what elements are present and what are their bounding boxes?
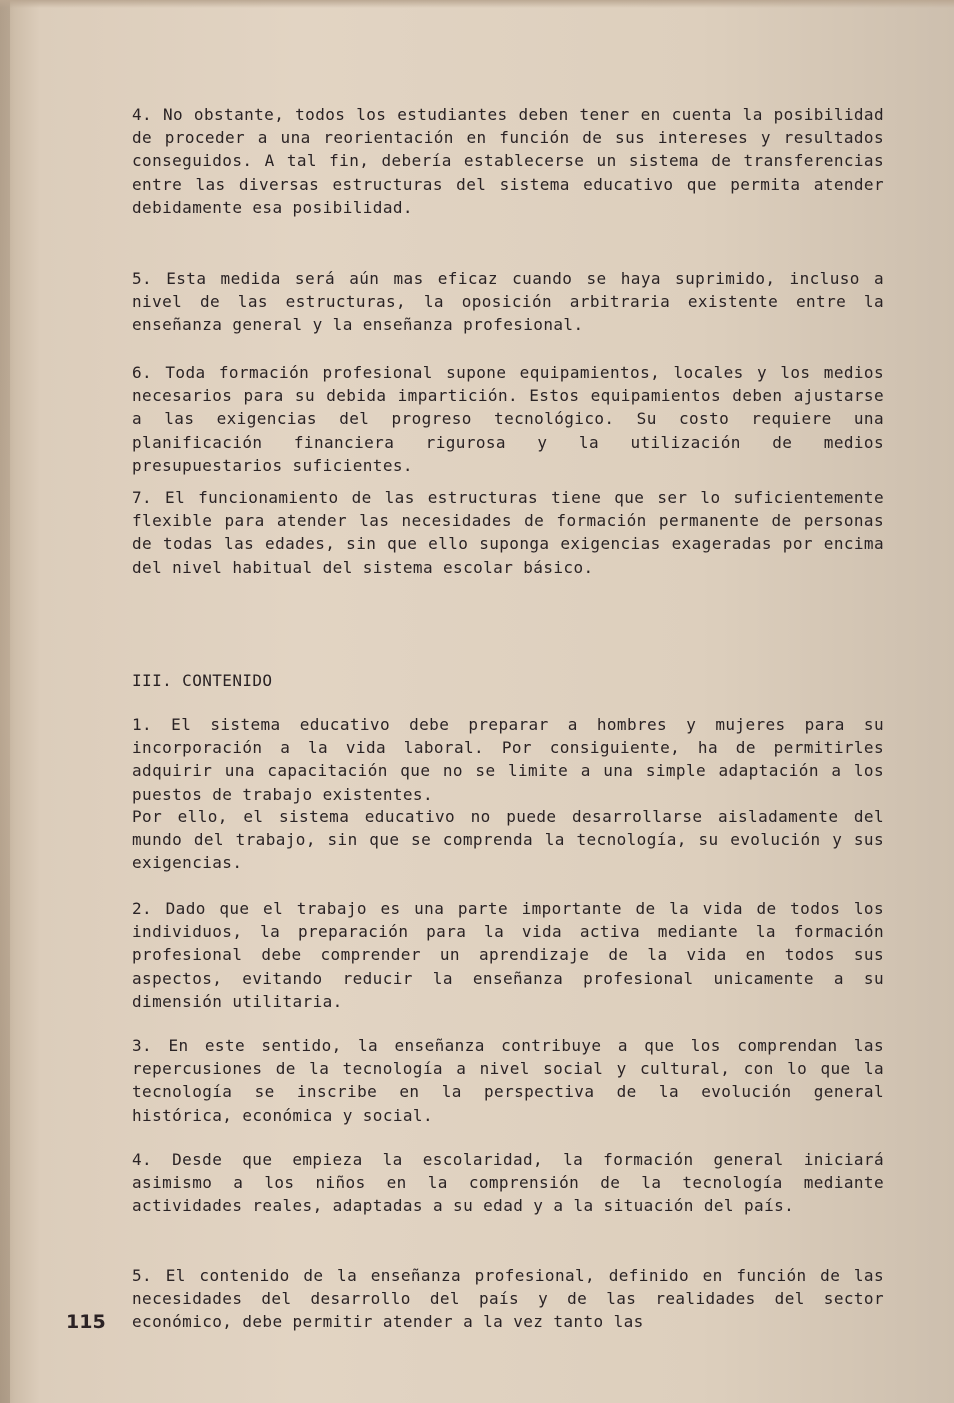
paragraph-4-reorientation: 4. No obstante, todos los estudiantes deben tener en cuenta la posibilidad de proceder a una reorientación en función de sus intereses y resultados conseguidos. A tal fin, debería establecerse un sistema de transferencias entre las diversas estructuras del sistema educativo que permita atender debidamente esa posibilidad. — [132, 105, 884, 217]
section-paragraph-5: 5. El contenido de la enseñanza profesional, definido en función de las necesidades del desarrollo del país y de las realidades del sector económico, debe permitir atender a la vez tanto las — [132, 1266, 884, 1332]
page-number: 115 — [66, 1311, 106, 1333]
section-paragraph-4: 4. Desde que empieza la escolaridad, la formación general iniciará asimismo a los niños en la comprensión de la tecnología mediante actividades reales, adaptadas a su edad y a la situación del país. — [132, 1150, 884, 1216]
paragraph-7-flexibility: 7. El funcionamiento de las estructuras tiene que ser lo suficientemente flexible para atender las necesidades de formación permanente de personas de todas las edades, sin que ello suponga exigencias exageradas por encima del nivel habitual del sistema escolar básico. — [132, 488, 884, 577]
section-paragraph-2: 2. Dado que el trabajo es una parte importante de la vida de todos los individuos, la preparación para la vida activa mediante la formación profesional debe comprender un aprendizaje de la vida en todos sus aspectos, evitando reducir la enseñanza profesional unicamente a su dimensión utilitaria. — [132, 899, 884, 1011]
section-paragraph-3: 3. En este sentido, la enseñanza contribuye a que los comprendan las repercusiones de la tecnología a nivel social y cultural, con lo que la tecnología se inscribe en la perspectiva de la evolución general histórica, económica y social. — [132, 1036, 884, 1125]
paragraph-6-equipment: 6. Toda formación profesional supone equipamientos, locales y los medios necesarios para su debida impartición. Estos equipamientos deben ajustarse a las exigencias del progreso tecnológico. Su costo requiere una planificación financiera rigurosa y la utilización de medios presupuestarios suficientes. — [132, 363, 884, 475]
section-paragraph-1-continued: Por ello, el sistema educativo no puede desarrollarse aisladamente del mundo del trabajo, sin que se comprenda la tecnología, su evolución y sus exigencias. — [132, 807, 884, 873]
paragraph-5-measure: 5. Esta medida será aún mas eficaz cuando se haya suprimido, incluso a nivel de las estructuras, la oposición arbitraria existente entre la enseñanza general y la enseñanza profesional. — [132, 269, 884, 335]
section-heading: III. CONTENIDO — [132, 671, 273, 690]
section-paragraph-1: 1. El sistema educativo debe preparar a hombres y mujeres para su incorporación a la vida laboral. Por consiguiente, ha de permitirles adquirir una capacitación que no se limite a una simple adaptación a los puestos de trabajo existentes. — [132, 715, 884, 804]
